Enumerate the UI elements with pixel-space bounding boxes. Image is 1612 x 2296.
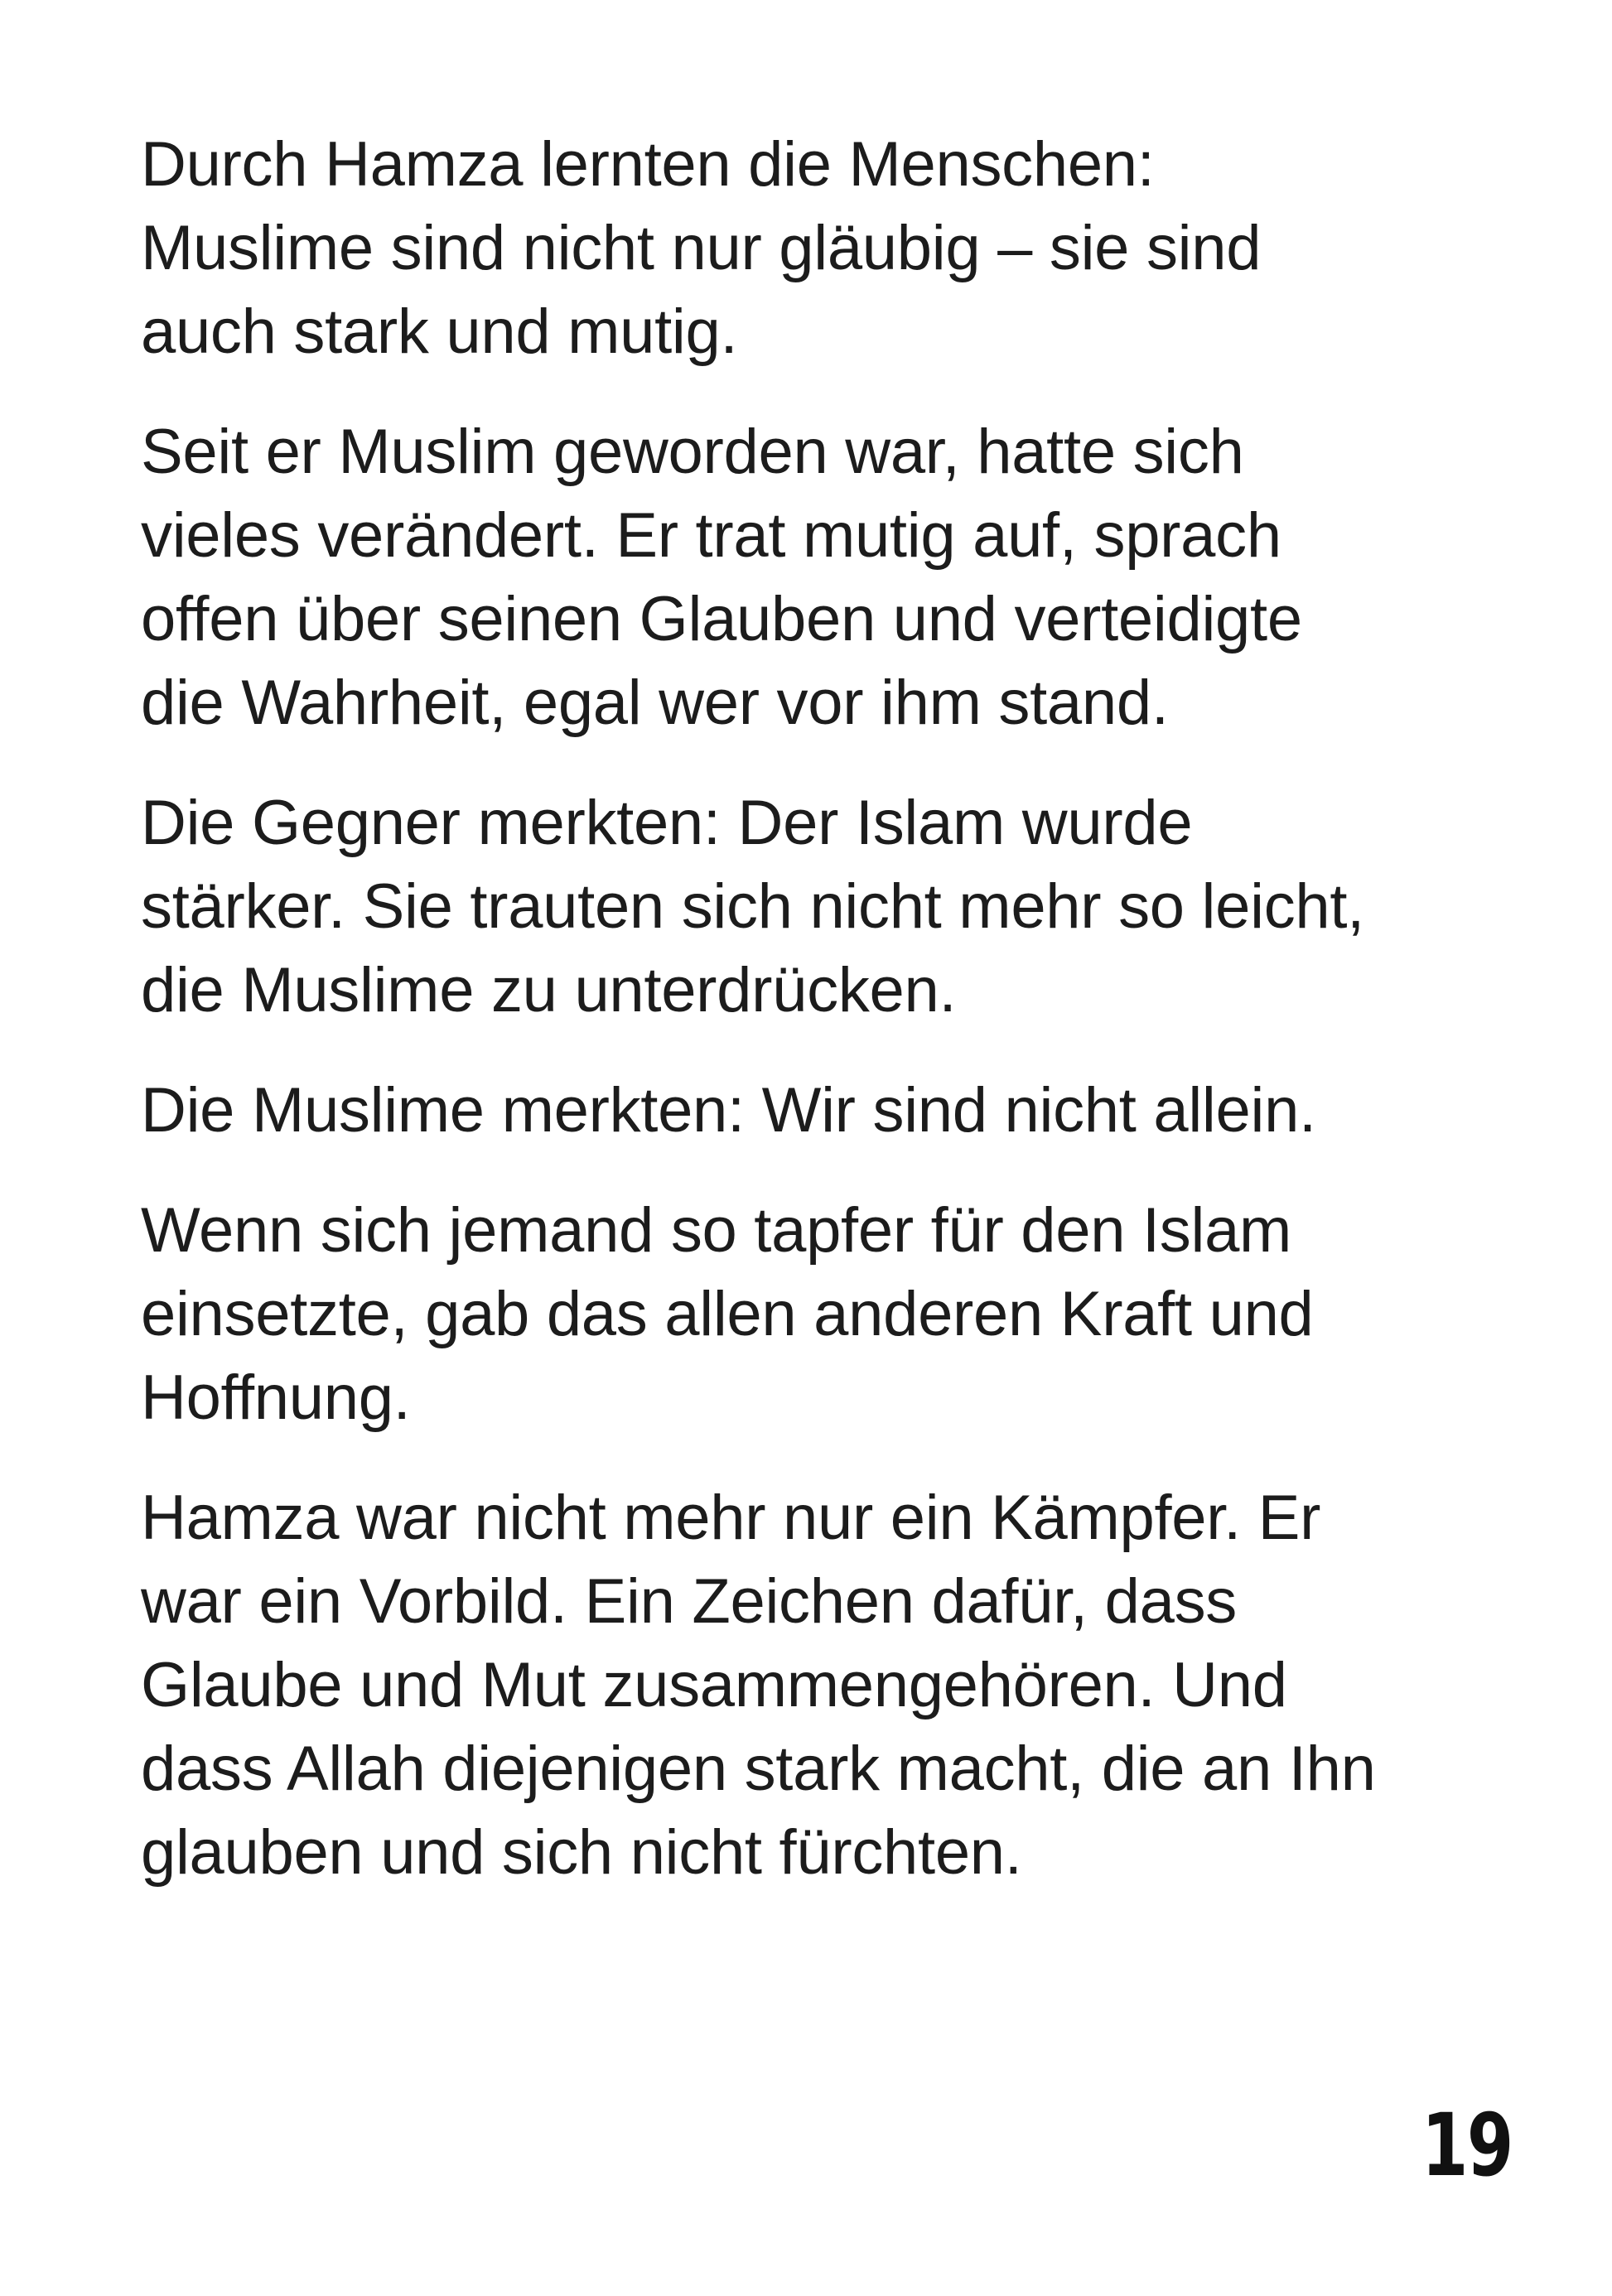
- paragraph-2: [141, 410, 1499, 745]
- text-line: dass Allah diejenigen stark macht, die an Ihn: [141, 1734, 1376, 1804]
- text-line: Die Muslime merkten: Wir sind nicht allein.: [141, 1075, 1316, 1146]
- paragraph-5: [141, 1189, 1499, 1440]
- text-line: Die Gegner merkten: Der Islam wurde: [141, 788, 1193, 858]
- page-number: 19: [1421, 2095, 1513, 2196]
- text-line: stärker. Sie trauten sich nicht mehr so leicht,: [141, 871, 1364, 942]
- text-line: Hoffnung.: [141, 1363, 411, 1433]
- text-line: Durch Hamza lernten die Menschen:: [141, 129, 1155, 200]
- paragraph-4: [141, 1068, 1499, 1152]
- text-line: Seit er Muslim geworden war, hatte sich: [141, 417, 1244, 487]
- text-line: einsetzte, gab das allen anderen Kraft und: [141, 1279, 1314, 1349]
- text-line: auch stark und mutig.: [141, 297, 738, 367]
- text-line: war ein Vorbild. Ein Zeichen dafür, dass: [141, 1566, 1237, 1637]
- body-text: [141, 123, 1499, 1931]
- text-line: die Wahrheit, egal wer vor ihm stand.: [141, 668, 1169, 738]
- text-line: offen über seinen Glauben und verteidigte: [141, 584, 1302, 654]
- text-line: die Muslime zu unterdrücken.: [141, 955, 957, 1025]
- text-line: Wenn sich jemand so tapfer für den Islam: [141, 1195, 1292, 1266]
- paragraph-3: [141, 781, 1499, 1032]
- text-line: Glaube und Mut zusammengehören. Und: [141, 1650, 1287, 1720]
- paragraph-6: [141, 1476, 1499, 1894]
- text-line: Hamza war nicht mehr nur ein Kämpfer. Er: [141, 1483, 1321, 1553]
- paragraph-1: [141, 123, 1499, 374]
- text-line: glauben und sich nicht fürchten.: [141, 1817, 1022, 1888]
- text-line: Muslime sind nicht nur gläubig – sie sind: [141, 213, 1262, 283]
- text-line: vieles verändert. Er trat mutig auf, sprach: [141, 500, 1281, 571]
